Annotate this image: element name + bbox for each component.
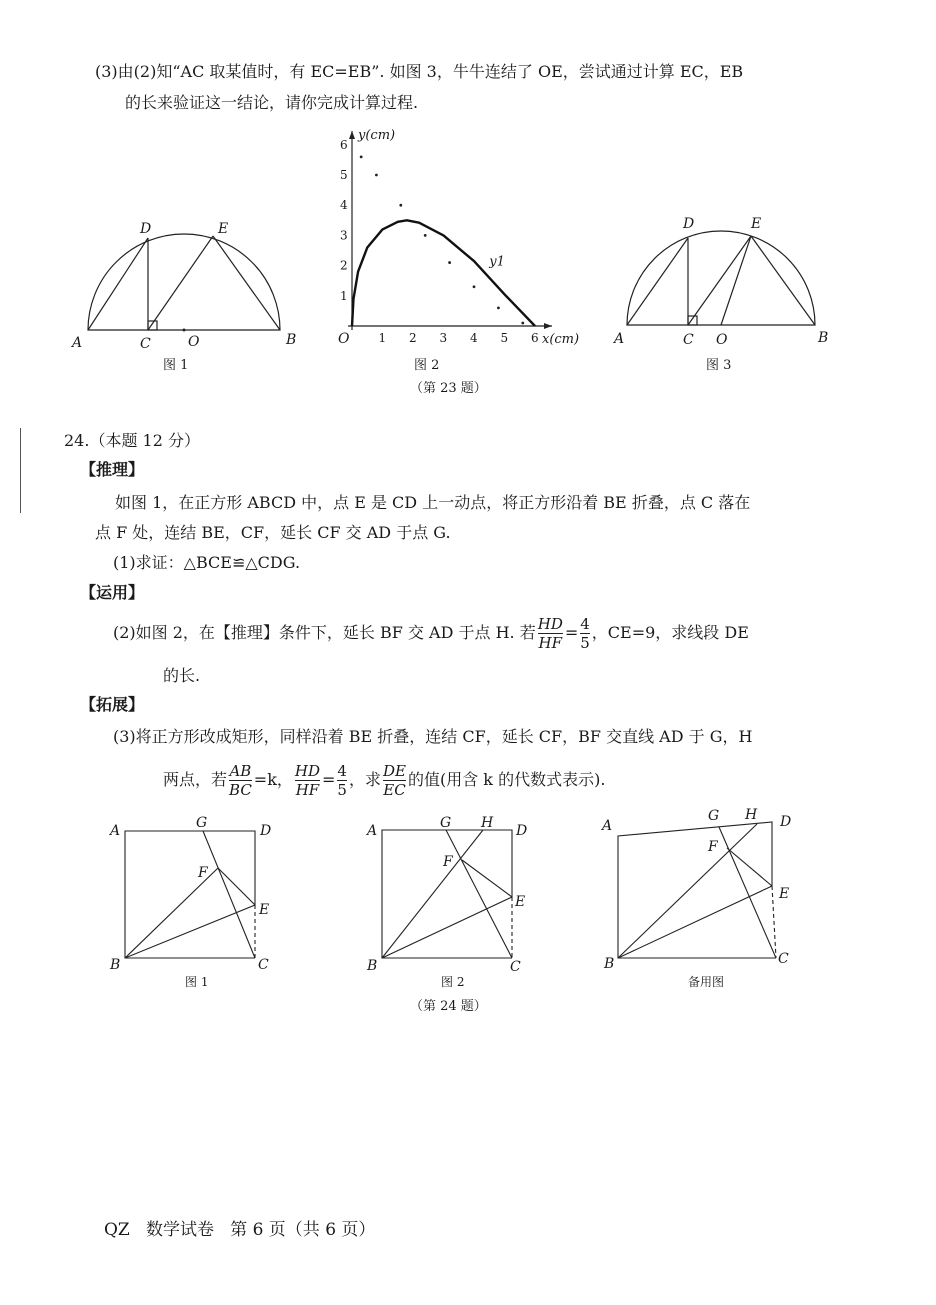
q23-f3-label-E: E xyxy=(751,216,762,232)
y-axis-arrow xyxy=(349,131,355,139)
q23-part3-line2: 的长来验证这一结论，请你完成计算过程. xyxy=(125,93,419,112)
q23-f1-label-D: D xyxy=(140,221,152,237)
x-tick-label: 4 xyxy=(470,331,478,345)
q23-fig3-caption: 图 3 xyxy=(706,358,732,373)
curve-y1 xyxy=(352,220,535,326)
q24-f3-label-B: B xyxy=(604,956,615,972)
q24-figure-1 xyxy=(125,831,255,958)
q24-fig1-caption: 图 1 xyxy=(185,975,209,989)
data-point xyxy=(521,322,524,325)
q23-f3-label-O: O xyxy=(716,332,728,348)
q24-f1-label-E: E xyxy=(259,902,270,918)
q24-f2-label-C: C xyxy=(510,959,521,975)
q24-f1-label-G: G xyxy=(196,815,208,831)
q24-intro-line1: 如图 1，在正方形 ABCD 中，点 E 是 CD 上一动点，将正方形沿着 BE 折叠，点 C 落在 xyxy=(115,493,751,512)
q24-section-extension: 【拓展】 xyxy=(80,695,145,714)
x-tick-label: 3 xyxy=(439,331,448,345)
q24-part2-line2: 的长. xyxy=(163,666,201,685)
q24-part2 xyxy=(113,613,749,653)
part2-text-b: ，CE=9，求线段 DE xyxy=(591,623,749,642)
q24-f2-label-A: A xyxy=(367,823,378,839)
q24-f1-label-B: B xyxy=(110,957,121,973)
curve-label: y1 xyxy=(489,254,505,270)
q24-f1-label-A: A xyxy=(110,823,121,839)
data-point xyxy=(375,174,378,177)
y-tick-label: 4 xyxy=(340,198,348,213)
q23-figure-3 xyxy=(627,231,815,325)
q24-part3-line1: (3)将正方形改成矩形，同样沿着 BE 折叠，连结 CF，延长 CF，BF 交直线 AD 于 G，H xyxy=(113,727,753,746)
y-tick-label: 2 xyxy=(340,258,348,273)
q23-fig2-caption: 图 2 xyxy=(414,358,440,373)
q24-fig3-caption: 备用图 xyxy=(688,975,725,989)
q24-part1: (1)求证：△BCE≌△CDG. xyxy=(113,553,301,572)
q23-f1-label-E: E xyxy=(218,221,229,237)
x-axis-arrow xyxy=(544,323,552,329)
q24-f1-label-F: F xyxy=(198,865,208,881)
q24-intro-line2: 点 F 处，连结 BE，CF，延长 CF 交 AD 于点 G. xyxy=(95,523,451,542)
q24-f2-label-H: H xyxy=(481,815,494,831)
q24-f3-label-F: F xyxy=(708,839,718,855)
fraction-4-5: $\frac{4}{5}$ xyxy=(580,615,590,652)
x-tick-label: 6 xyxy=(531,331,539,345)
q23-f1-label-C: C xyxy=(140,336,151,352)
q23-figure-2-chart xyxy=(338,128,579,347)
part2-text-a: (2)如图 2，在【推理】条件下，延长 BF 交 AD 于点 H. 若 xyxy=(113,623,536,642)
q24-part3-line2: 两点，若 $\frac{AB}{BC}$ =k， $\frac{HD}{HF}$ = $\frac{4}{5}$ ，求 $\frac{DE}{EC}$ 的值(用含 k 的代数式表示). xyxy=(163,762,606,799)
equals: = xyxy=(564,623,579,642)
q24-f2-label-B: B xyxy=(367,958,378,974)
y-tick-label: 6 xyxy=(340,137,348,152)
data-point xyxy=(497,306,500,309)
q24-figure-spare xyxy=(618,822,776,958)
y-tick-label: 1 xyxy=(340,288,348,303)
data-point xyxy=(424,234,427,237)
q23-question-label: （第 23 题） xyxy=(410,381,487,396)
q24-question-label: （第 24 题） xyxy=(410,999,487,1014)
q23-part3-line1: (3)由(2)知“AC 取某值时，有 EC=EB”. 如图 3，牛牛连结了 OE，尝试通过计算 EC，EB xyxy=(95,62,744,81)
q23-f3-label-B: B xyxy=(818,330,829,346)
q23-f3-label-A: A xyxy=(614,331,625,347)
q24-f3-label-C: C xyxy=(778,951,789,967)
page-footer: QZ 数学试卷 第 6 页（共 6 页） xyxy=(104,1220,376,1240)
q24-section-application: 【运用】 xyxy=(80,583,145,602)
q24-fig2-caption: 图 2 xyxy=(441,975,465,989)
q24-f2-label-G: G xyxy=(440,815,452,831)
q24-figure-2 xyxy=(382,830,512,958)
q24-title: 24.（本题 12 分） xyxy=(64,431,200,450)
x-tick-label: 2 xyxy=(409,331,417,345)
origin-label: O xyxy=(338,331,350,347)
q23-figure-1 xyxy=(88,234,280,330)
q24-f1-label-C: C xyxy=(258,957,269,973)
q24-section-reasoning: 【推理】 xyxy=(80,460,145,479)
data-point xyxy=(473,285,476,288)
q24-f2-label-F: F xyxy=(443,854,453,870)
data-point xyxy=(360,155,363,158)
q23-f3-label-C: C xyxy=(683,332,694,348)
q24-f2-label-E: E xyxy=(515,894,526,910)
q24-f1-label-D: D xyxy=(260,823,272,839)
q24-f3-label-G: G xyxy=(708,808,720,824)
q24-f3-label-H: H xyxy=(745,807,758,823)
q24-f2-label-D: D xyxy=(516,823,528,839)
x-tick-label: 5 xyxy=(500,331,509,345)
q24-f3-label-E: E xyxy=(779,886,790,902)
q24-f3-label-D: D xyxy=(780,814,792,830)
q23-f1-label-O: O xyxy=(188,334,200,350)
data-point xyxy=(448,261,451,264)
x-tick-label: 1 xyxy=(378,331,387,345)
q23-f3-label-D: D xyxy=(683,216,695,232)
y-axis-label: y(cm) xyxy=(358,128,396,143)
q24-f3-label-A: A xyxy=(602,818,613,834)
q23-fig1-caption: 图 1 xyxy=(163,358,189,373)
fraction-hd-hf: $\frac{HD}{HF}$ xyxy=(537,615,563,652)
y-tick-label: 3 xyxy=(340,228,348,243)
x-axis-label: x(cm) xyxy=(542,332,580,347)
q23-f1-label-B: B xyxy=(286,332,297,348)
q23-f1-label-A: A xyxy=(72,335,83,351)
y-tick-label: 5 xyxy=(340,168,348,182)
data-point xyxy=(399,204,402,207)
